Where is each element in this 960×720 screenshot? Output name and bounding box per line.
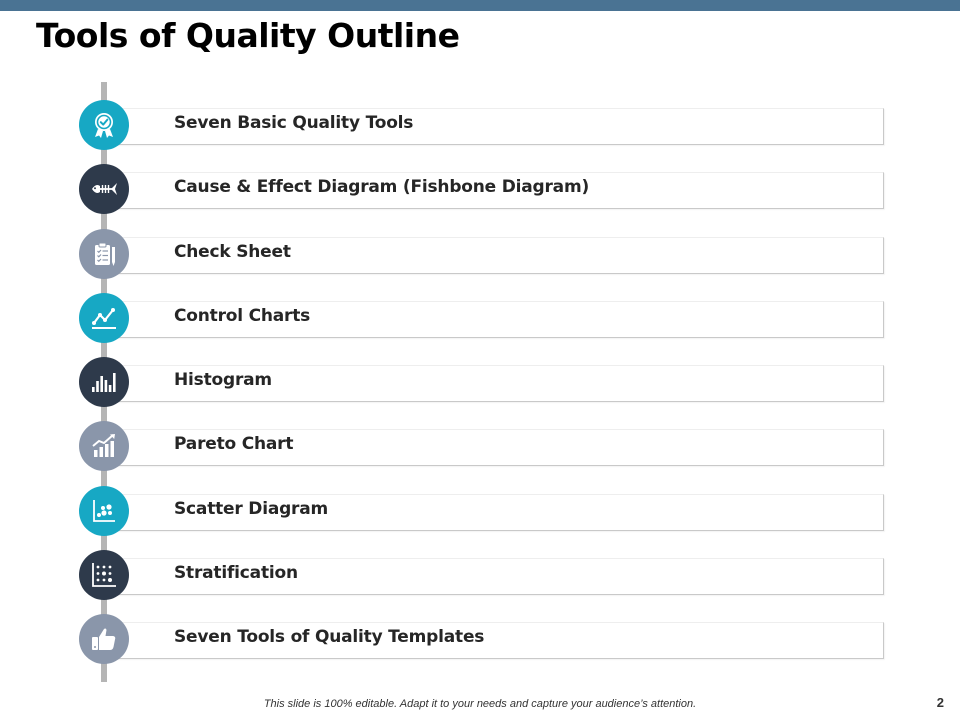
outline-item-pareto-chart[interactable] (0, 420, 960, 472)
pareto-chart-icon (79, 421, 129, 471)
outline-item-seven-basic-tools[interactable] (0, 99, 960, 151)
item-label: Pareto Chart (174, 434, 294, 454)
line-chart-icon (79, 293, 129, 343)
outline-item-histogram[interactable] (0, 356, 960, 408)
page-number: 2 (936, 695, 944, 710)
item-label: Control Charts (174, 306, 311, 326)
outline-item-control-charts[interactable] (0, 292, 960, 344)
checklist-clipboard-icon (79, 229, 129, 279)
top-accent-bar (0, 0, 960, 11)
outline-item-scatter-diagram[interactable] (0, 485, 960, 537)
outline-item-cause-effect[interactable] (0, 163, 960, 215)
item-label: Seven Basic Quality Tools (174, 113, 414, 133)
dot-grid-icon (79, 550, 129, 600)
scatter-plot-icon (79, 486, 129, 536)
item-label: Stratification (174, 563, 298, 583)
thumbs-up-icon (79, 614, 129, 664)
outline-item-seven-tools-templates[interactable] (0, 613, 960, 665)
item-label: Seven Tools of Quality Templates (174, 627, 485, 647)
item-label: Histogram (174, 370, 272, 390)
bar-chart-icon (79, 357, 129, 407)
item-label: Scatter Diagram (174, 499, 329, 519)
item-label: Check Sheet (174, 242, 291, 262)
outline-item-stratification[interactable] (0, 549, 960, 601)
page-title: Tools of Quality Outline (36, 16, 460, 55)
footer-note: This slide is 100% editable. Adapt it to your needs and capture your audience’s attention. (263, 698, 697, 710)
award-ribbon-icon (79, 100, 129, 150)
item-label: Cause & Effect Diagram (Fishbone Diagram) (174, 177, 590, 197)
outline-item-check-sheet[interactable] (0, 228, 960, 280)
fishbone-icon (79, 164, 129, 214)
